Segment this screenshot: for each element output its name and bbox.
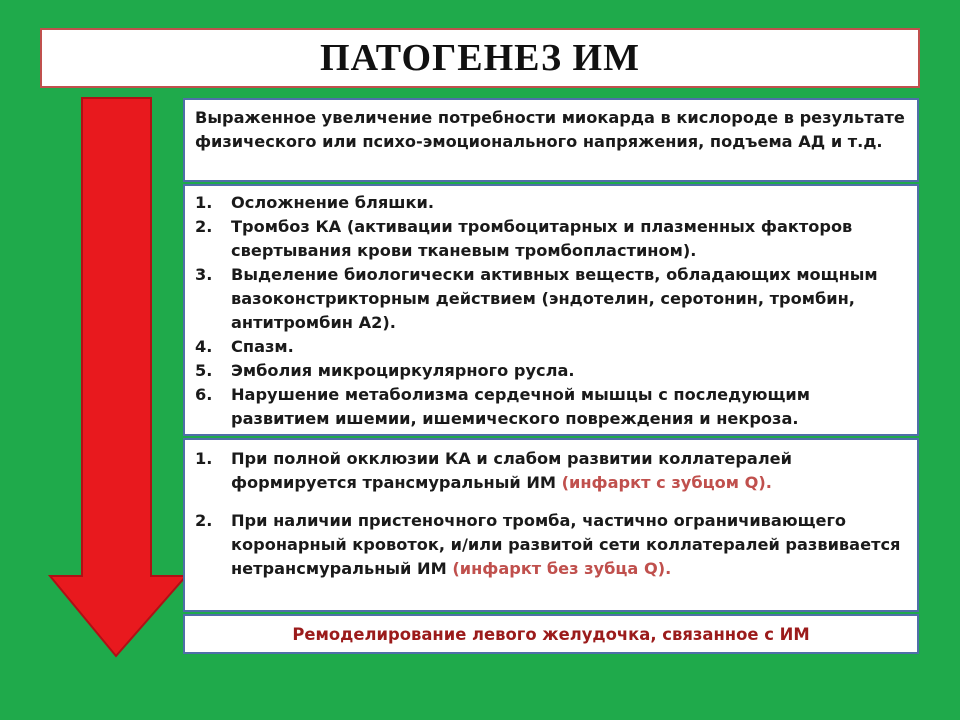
- item-text: Выделение биологически активных веществ, обладающих мощным вазоконстрикторным действием (эндотелин, серотонин, тромбин, антитромбин А2).: [231, 265, 878, 332]
- item-number: 3.: [195, 265, 213, 284]
- title-box: [40, 28, 920, 88]
- item-text-wrapper: [231, 447, 905, 495]
- list-item: [195, 335, 905, 359]
- item-text: Тромбоз КА (активации тромбоцитарных и плазменных факторов свертывания крови тканевым тромбопластином).: [231, 217, 853, 260]
- page-title: ПАТОГЕНЕЗ ИМ: [320, 37, 640, 79]
- list-item: [195, 359, 905, 383]
- down-arrow-icon: [48, 96, 188, 658]
- item-text-wrapper: [231, 509, 905, 581]
- mechanisms-box: [183, 184, 919, 436]
- item-highlight: (инфаркт с зубцом Q).: [561, 473, 772, 492]
- list-item: [195, 191, 905, 215]
- infarct-types-box: [183, 438, 919, 612]
- item-text: При наличии пристеночного тромба, частично ограничивающего коронарный кровоток, и/или развитой сети коллатералей развивается нетрансмуральный ИМ: [231, 511, 901, 578]
- list-item: [195, 383, 905, 431]
- oxygen-demand-text: Выраженное увеличение потребности миокарда в кислороде в результате физического или психо-эмоционального напряжения, подъема АД и т.д.: [195, 108, 905, 151]
- item-text: Эмболия микроциркулярного русла.: [231, 361, 575, 380]
- item-number: 2.: [195, 511, 213, 530]
- item-number: 6.: [195, 385, 213, 404]
- item-number: 2.: [195, 217, 213, 236]
- infarct-types-list: [195, 447, 905, 581]
- item-text: Осложнение бляшки.: [231, 193, 434, 212]
- item-number: 4.: [195, 337, 213, 356]
- list-item: [195, 509, 905, 581]
- list-item: [195, 447, 905, 495]
- remodeling-box: [183, 614, 919, 654]
- item-number: 1.: [195, 193, 213, 212]
- item-text: Нарушение метаболизма сердечной мышцы с последующим развитием ишемии, ишемического повреждения и некроза.: [231, 385, 810, 428]
- item-text: При полной окклюзии КА и слабом развитии коллатералей формируется трансмуральный ИМ: [231, 449, 793, 492]
- list-item: [195, 263, 905, 335]
- item-highlight: (инфаркт без зубца Q).: [452, 559, 672, 578]
- oxygen-demand-box: [183, 98, 919, 182]
- remodeling-text: Ремоделирование левого желудочка, связанное с ИМ: [292, 624, 810, 644]
- item-number: 5.: [195, 361, 213, 380]
- mechanisms-list: [195, 191, 905, 431]
- item-text: Спазм.: [231, 337, 294, 356]
- list-item: [195, 215, 905, 263]
- item-number: 1.: [195, 449, 213, 468]
